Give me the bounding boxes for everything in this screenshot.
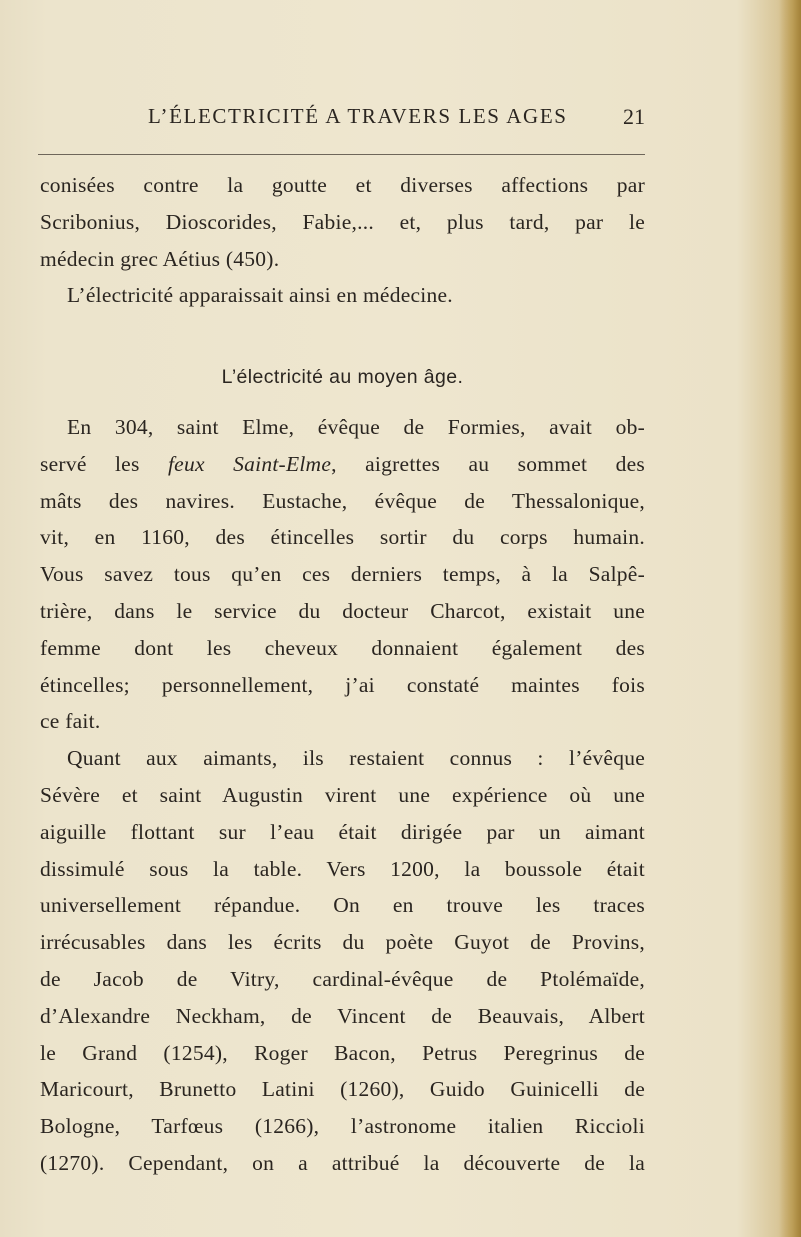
italic-term: feux Saint-Elme (167, 451, 332, 476)
text-line: de Jacob de Vitry, cardinal-évêque de Ptolémaïde, (40, 966, 645, 991)
text-line: médecin grec Aétius (450). (40, 246, 280, 271)
text-line: conisées contre la goutte et diverses affections par (40, 173, 645, 197)
text-line: étincelles; personnellement, j’ai constaté maintes fois (40, 672, 645, 697)
text-line-with-italic (40, 446, 645, 483)
text-line: Sévère et saint Augustin virent une expérience où une (40, 782, 645, 807)
text-line: L’électricité apparaissait ainsi en médecine. (67, 283, 453, 308)
text-line: (1270). Cependant, on a attribué la découverte de la (40, 1150, 645, 1175)
header-rule (38, 154, 645, 155)
text-line: universellement répandue. On en trouve les traces (40, 893, 645, 918)
text-line: femme dont les cheveux donnaient également des (40, 635, 645, 660)
text-line: aiguille flottant sur l’eau était dirigée par un aimant (40, 819, 645, 844)
text-line: irrécusables dans les écrits du poète Guyot de Provins, (40, 930, 645, 955)
text-line: ce fait. (40, 709, 101, 734)
text-run: , aigrettes au sommet des (331, 451, 645, 476)
text-line: Scribonius, Dioscorides, Fabie,... et, plus tard, par le (40, 209, 645, 234)
text-line: Bologne, Tarfœus (1266), l’astronome italien Riccioli (40, 1114, 645, 1139)
text-line: vit, en 1160, des étincelles sortir du corps humain. (40, 525, 645, 550)
text-run: servé les (40, 451, 168, 476)
text-line: mâts des navires. Eustache, évêque de Thessalonique, (40, 488, 645, 513)
text-line: Maricourt, Brunetto Latini (1260), Guido Guinicelli de (40, 1077, 645, 1102)
section-heading: L’électricité au moyen âge. (221, 366, 464, 388)
text-line: dissimulé sous la table. Vers 1200, la boussole était (40, 856, 645, 881)
text-line: le Grand (1254), Roger Bacon, Petrus Peregrinus de (40, 1040, 645, 1065)
running-title: L’ÉLECTRICITÉ A TRAVERS LES AGES (148, 104, 568, 128)
text-line: Vous savez tous qu’en ces derniers temps, à la Salpê- (40, 562, 645, 587)
body-text-top (40, 167, 645, 314)
text-line: Quant aux aimants, ils restaient connus : l’évêque (67, 746, 645, 771)
text-line: trière, dans le service du docteur Charcot, existait une (40, 598, 645, 623)
text-line: En 304, saint Elme, évêque de Formies, avait ob- (67, 415, 645, 439)
page-number: 21 (623, 104, 645, 129)
body-text-main (40, 409, 645, 1182)
running-head (40, 104, 645, 134)
text-line: d’Alexandre Neckham, de Vincent de Beauvais, Albert (40, 1003, 645, 1028)
